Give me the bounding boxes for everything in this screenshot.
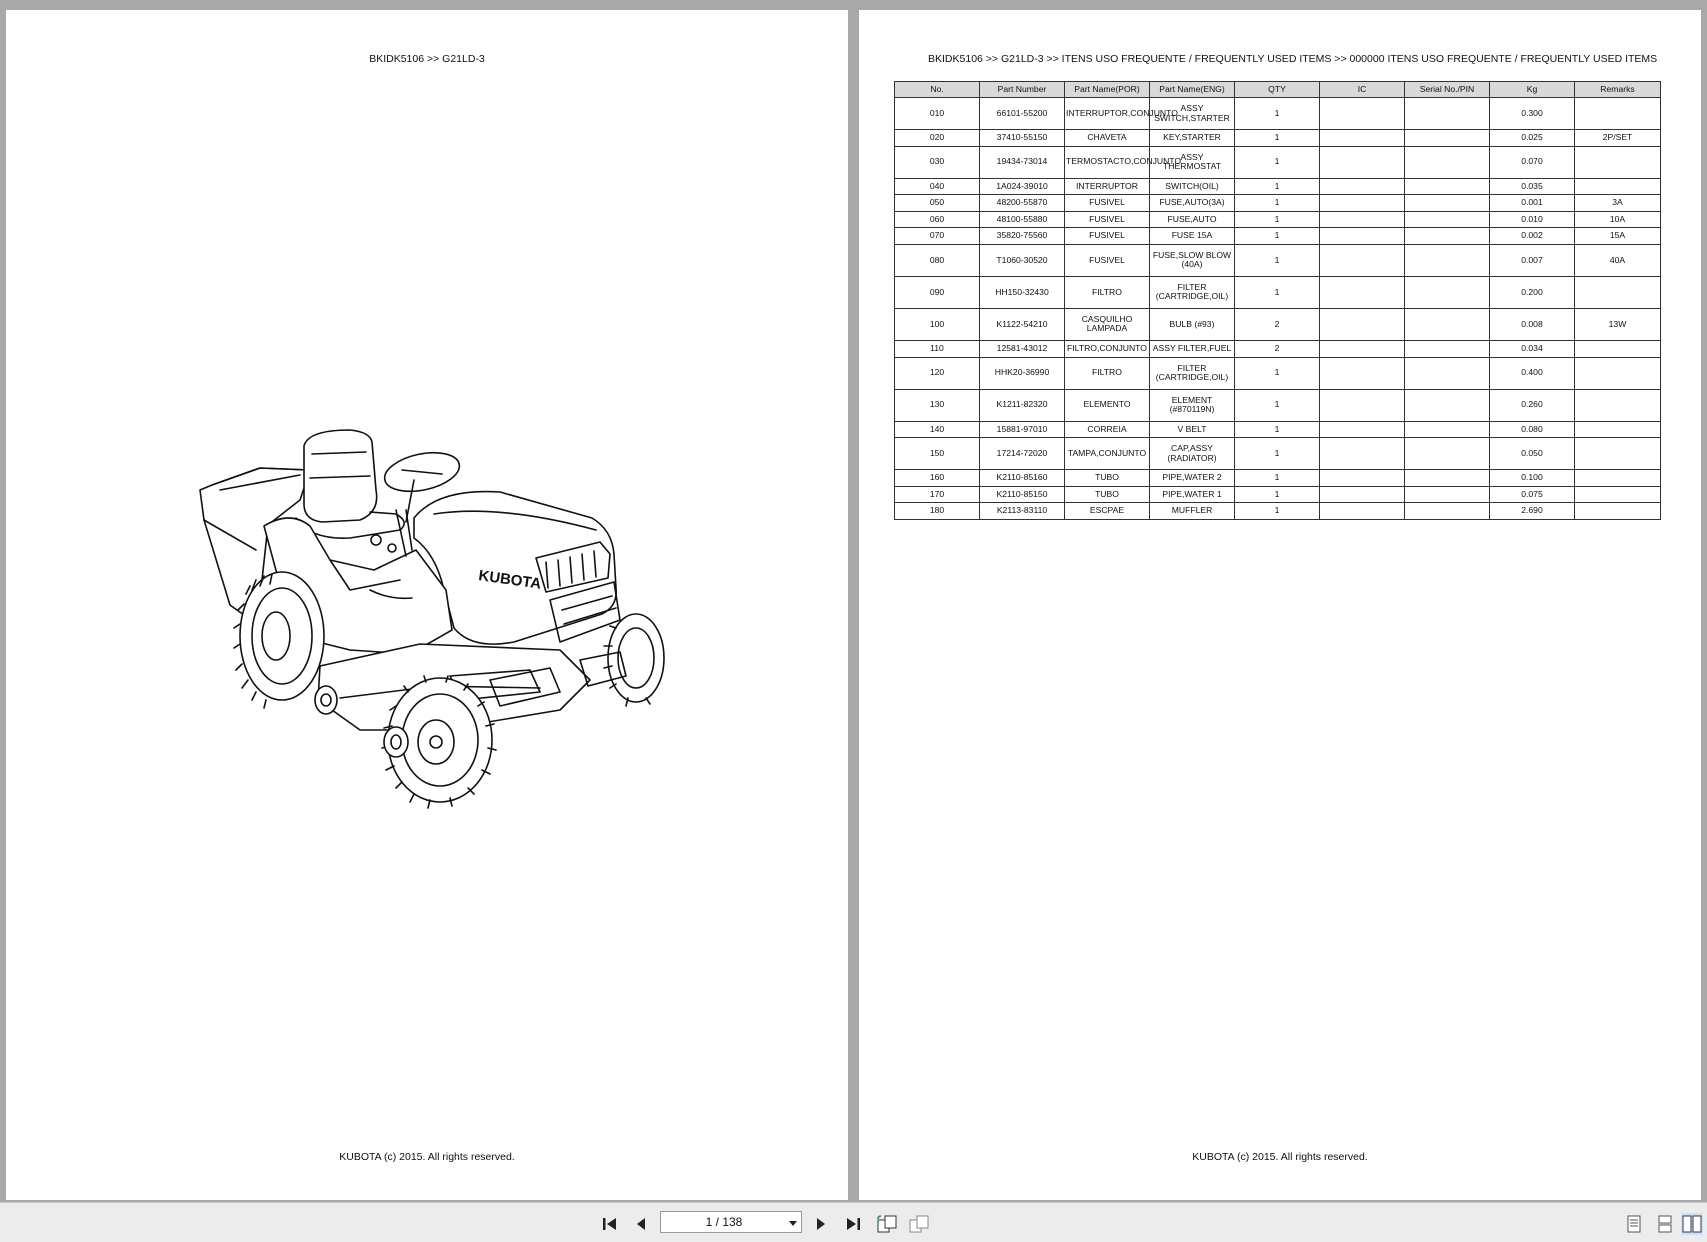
table-cell: 1 — [1235, 357, 1320, 389]
table-cell: 1 — [1235, 470, 1320, 487]
table-cell: 100 — [895, 308, 980, 340]
table-cell — [1575, 98, 1661, 130]
column-header: IC — [1320, 82, 1405, 98]
next-page-icon[interactable] — [810, 1213, 832, 1235]
table-cell: 0.025 — [1490, 130, 1575, 147]
table-cell — [1405, 276, 1490, 308]
table-cell: KEY,STARTER — [1150, 130, 1235, 147]
table-row — [895, 195, 1661, 212]
page-left — [6, 10, 848, 1200]
page-header: BKIDK5106 >> G21LD-3 — [369, 53, 485, 65]
table-cell — [1320, 389, 1405, 421]
column-header: Part Name(ENG) — [1150, 82, 1235, 98]
table-row — [895, 389, 1661, 421]
table-cell: MUFFLER — [1150, 503, 1235, 520]
table-cell: ASSY FILTER,FUEL — [1150, 340, 1235, 357]
rotate-page-alt-icon[interactable] — [908, 1213, 930, 1235]
table-cell: 35820-75560 — [980, 228, 1065, 245]
table-cell: 090 — [895, 276, 980, 308]
table-cell — [1575, 146, 1661, 178]
table-row — [895, 244, 1661, 276]
table-cell: TUBO — [1065, 486, 1150, 503]
table-cell: 070 — [895, 228, 980, 245]
table-cell: K2110-85160 — [980, 470, 1065, 487]
table-row — [895, 421, 1661, 438]
table-cell: 0.010 — [1490, 211, 1575, 228]
table-cell: 1 — [1235, 228, 1320, 245]
table-cell — [1575, 340, 1661, 357]
table-cell: CAP,ASSY (RADIATOR) — [1150, 438, 1235, 470]
table-cell — [1320, 276, 1405, 308]
table-row — [895, 438, 1661, 470]
table-cell: 0.260 — [1490, 389, 1575, 421]
table-cell — [1320, 195, 1405, 212]
table-cell: CORREIA — [1065, 421, 1150, 438]
viewer-toolbar — [0, 1202, 1707, 1242]
table-cell: ASSY THERMOSTAT — [1150, 146, 1235, 178]
table-cell — [1320, 421, 1405, 438]
table-row — [895, 340, 1661, 357]
table-cell — [1405, 178, 1490, 195]
table-cell: 17214-72020 — [980, 438, 1065, 470]
table-cell — [1575, 503, 1661, 520]
table-cell — [1575, 438, 1661, 470]
table-cell — [1405, 308, 1490, 340]
page-indicator: 1 / 138 — [705, 1215, 743, 1229]
table-cell: K2113-83110 — [980, 503, 1065, 520]
table-cell: 1 — [1235, 195, 1320, 212]
table-cell: V BELT — [1150, 421, 1235, 438]
table-cell: 19434-73014 — [980, 146, 1065, 178]
table-row — [895, 486, 1661, 503]
table-cell: 40A — [1575, 244, 1661, 276]
table-cell: K1211-82320 — [980, 389, 1065, 421]
table-cell — [1575, 470, 1661, 487]
table-cell: 030 — [895, 146, 980, 178]
table-cell — [1575, 357, 1661, 389]
table-cell: 48100-55880 — [980, 211, 1065, 228]
table-cell: 2 — [1235, 308, 1320, 340]
table-cell: ELEMENTO — [1065, 389, 1150, 421]
table-cell — [1405, 389, 1490, 421]
table-cell: CHAVETA — [1065, 130, 1150, 147]
table-row — [895, 211, 1661, 228]
table-cell: 180 — [895, 503, 980, 520]
table-cell: FILTER (CARTRIDGE,OIL) — [1150, 357, 1235, 389]
table-cell: FUSE,AUTO(3A) — [1150, 195, 1235, 212]
table-cell — [1320, 211, 1405, 228]
table-cell: 0.200 — [1490, 276, 1575, 308]
table-header-row — [895, 82, 1661, 98]
table-cell: 040 — [895, 178, 980, 195]
table-cell: 110 — [895, 340, 980, 357]
table-cell: 1 — [1235, 98, 1320, 130]
table-cell: 3A — [1575, 195, 1661, 212]
tractor-illustration — [200, 430, 684, 822]
column-header: Part Number — [980, 82, 1065, 98]
table-cell: 120 — [895, 357, 980, 389]
table-cell: SWITCH(OIL) — [1150, 178, 1235, 195]
table-cell — [1575, 276, 1661, 308]
table-cell — [1405, 421, 1490, 438]
rotate-page-icon[interactable] — [876, 1213, 898, 1235]
table-cell: TAMPA,CONJUNTO — [1065, 438, 1150, 470]
table-cell: 080 — [895, 244, 980, 276]
table-cell: 060 — [895, 211, 980, 228]
table-cell — [1405, 486, 1490, 503]
table-cell — [1320, 357, 1405, 389]
table-cell: HHK20-36990 — [980, 357, 1065, 389]
table-cell — [1405, 211, 1490, 228]
table-cell: K1122-54210 — [980, 308, 1065, 340]
table-cell: 13W — [1575, 308, 1661, 340]
table-cell — [1575, 178, 1661, 195]
single-page-view-icon[interactable] — [1623, 1213, 1645, 1235]
table-cell: INTERRUPTOR — [1065, 178, 1150, 195]
table-cell: 160 — [895, 470, 980, 487]
column-header: Part Name(POR) — [1065, 82, 1150, 98]
continuous-view-icon[interactable] — [1654, 1213, 1676, 1235]
table-cell: PIPE,WATER 1 — [1150, 486, 1235, 503]
tractor-brand-label: KUBOTA — [477, 567, 543, 593]
table-cell: 0.008 — [1490, 308, 1575, 340]
table-cell: ELEMENT (#870119N) — [1150, 389, 1235, 421]
table-cell: 0.070 — [1490, 146, 1575, 178]
table-cell — [1320, 340, 1405, 357]
table-cell: 0.002 — [1490, 228, 1575, 245]
table-cell: 140 — [895, 421, 980, 438]
table-cell: 1A024-39010 — [980, 178, 1065, 195]
page-footer: KUBOTA (c) 2015. All rights reserved. — [339, 1151, 515, 1163]
table-cell — [1320, 178, 1405, 195]
table-cell: 0.001 — [1490, 195, 1575, 212]
table-cell — [1320, 244, 1405, 276]
table-cell — [1320, 486, 1405, 503]
table-cell: FUSIVEL — [1065, 244, 1150, 276]
table-cell: 2P/SET — [1575, 130, 1661, 147]
parts-table — [894, 81, 1661, 520]
table-cell: FILTRO — [1065, 357, 1150, 389]
table-row — [895, 308, 1661, 340]
column-header: Serial No./PIN — [1405, 82, 1490, 98]
table-cell: 0.080 — [1490, 421, 1575, 438]
table-cell: K2110-85150 — [980, 486, 1065, 503]
table-cell: 010 — [895, 98, 980, 130]
table-cell: 0.075 — [1490, 486, 1575, 503]
table-cell: 12581-43012 — [980, 340, 1065, 357]
chevron-down-icon[interactable] — [789, 1221, 797, 1226]
prev-page-icon[interactable] — [630, 1213, 652, 1235]
page-number-box[interactable] — [660, 1211, 802, 1233]
table-cell: 170 — [895, 486, 980, 503]
table-cell — [1575, 389, 1661, 421]
table-cell — [1320, 98, 1405, 130]
table-cell: 050 — [895, 195, 980, 212]
table-cell: TUBO — [1065, 470, 1150, 487]
facing-view-icon[interactable] — [1681, 1213, 1703, 1235]
table-cell: FUSE,SLOW BLOW (40A) — [1150, 244, 1235, 276]
table-row — [895, 470, 1661, 487]
table-cell — [1320, 130, 1405, 147]
table-cell — [1320, 470, 1405, 487]
table-cell — [1405, 470, 1490, 487]
table-cell: PIPE,WATER 2 — [1150, 470, 1235, 487]
table-cell: FUSE,AUTO — [1150, 211, 1235, 228]
table-cell: FUSIVEL — [1065, 211, 1150, 228]
table-cell: 0.034 — [1490, 340, 1575, 357]
table-cell: ASSY SWITCH,STARTER — [1150, 98, 1235, 130]
table-cell: INTERRUPTOR,CONJUNTO — [1065, 98, 1150, 130]
table-row — [895, 276, 1661, 308]
table-cell: 1 — [1235, 130, 1320, 147]
table-cell: FUSIVEL — [1065, 195, 1150, 212]
table-cell: 1 — [1235, 178, 1320, 195]
last-page-icon[interactable] — [842, 1213, 864, 1235]
table-cell: 2 — [1235, 340, 1320, 357]
table-cell: 2.690 — [1490, 503, 1575, 520]
table-cell: CASQUILHO LAMPADA — [1065, 308, 1150, 340]
table-cell: 66101-55200 — [980, 98, 1065, 130]
table-cell: 37410-55150 — [980, 130, 1065, 147]
table-cell — [1320, 503, 1405, 520]
table-row — [895, 178, 1661, 195]
first-page-icon[interactable] — [599, 1213, 621, 1235]
table-cell: 0.050 — [1490, 438, 1575, 470]
table-cell — [1405, 98, 1490, 130]
column-header: Kg — [1490, 82, 1575, 98]
table-cell — [1405, 228, 1490, 245]
table-cell: 15A — [1575, 228, 1661, 245]
table-cell — [1575, 421, 1661, 438]
table-cell: 020 — [895, 130, 980, 147]
table-cell: BULB (#93) — [1150, 308, 1235, 340]
column-header: Remarks — [1575, 82, 1661, 98]
table-cell: 1 — [1235, 276, 1320, 308]
table-cell: 1 — [1235, 244, 1320, 276]
table-cell: 1 — [1235, 486, 1320, 503]
table-row — [895, 98, 1661, 130]
table-cell: 1 — [1235, 146, 1320, 178]
table-cell: HH150-32430 — [980, 276, 1065, 308]
table-cell: TERMOSTACTO,CONJUNTO — [1065, 146, 1150, 178]
table-cell: 1 — [1235, 389, 1320, 421]
table-cell — [1320, 438, 1405, 470]
column-header: No. — [895, 82, 980, 98]
table-cell — [1405, 340, 1490, 357]
table-cell: 0.035 — [1490, 178, 1575, 195]
table-cell — [1405, 503, 1490, 520]
table-cell — [1405, 146, 1490, 178]
table-cell: T1060-30520 — [980, 244, 1065, 276]
table-cell — [1320, 228, 1405, 245]
table-cell — [1405, 244, 1490, 276]
table-cell: 1 — [1235, 211, 1320, 228]
table-row — [895, 146, 1661, 178]
table-cell — [1320, 308, 1405, 340]
table-cell: FILTER (CARTRIDGE,OIL) — [1150, 276, 1235, 308]
table-cell — [1405, 438, 1490, 470]
table-cell — [1405, 130, 1490, 147]
table-cell — [1405, 195, 1490, 212]
table-cell: 1 — [1235, 421, 1320, 438]
table-cell: 10A — [1575, 211, 1661, 228]
table-cell: FILTRO — [1065, 276, 1150, 308]
page-header: BKIDK5106 >> G21LD-3 >> ITENS USO FREQUENTE / FREQUENTLY USED ITEMS >> 000000 ITENS USO FREQUENTE / FREQUENTLY USED ITEMS — [928, 53, 1658, 65]
table-cell: ESCPAE — [1065, 503, 1150, 520]
table-cell: 48200-55870 — [980, 195, 1065, 212]
table-cell: 150 — [895, 438, 980, 470]
table-cell: 0.007 — [1490, 244, 1575, 276]
column-header: QTY — [1235, 82, 1320, 98]
table-cell: 1 — [1235, 503, 1320, 520]
table-row — [895, 357, 1661, 389]
table-cell: FILTRO,CONJUNTO — [1065, 340, 1150, 357]
page-footer: KUBOTA (c) 2015. All rights reserved. — [1192, 1151, 1368, 1163]
table-cell: 0.100 — [1490, 470, 1575, 487]
table-cell: 0.300 — [1490, 98, 1575, 130]
table-cell: FUSIVEL — [1065, 228, 1150, 245]
table-cell — [1405, 357, 1490, 389]
table-row — [895, 130, 1661, 147]
table-cell: 15881-97010 — [980, 421, 1065, 438]
table-cell — [1575, 486, 1661, 503]
table-cell: 130 — [895, 389, 980, 421]
table-cell: FUSE 15A — [1150, 228, 1235, 245]
table-cell: 1 — [1235, 438, 1320, 470]
table-cell — [1320, 146, 1405, 178]
page-right — [859, 10, 1701, 1200]
table-cell: 0.400 — [1490, 357, 1575, 389]
table-row — [895, 503, 1661, 520]
table-row — [895, 228, 1661, 245]
